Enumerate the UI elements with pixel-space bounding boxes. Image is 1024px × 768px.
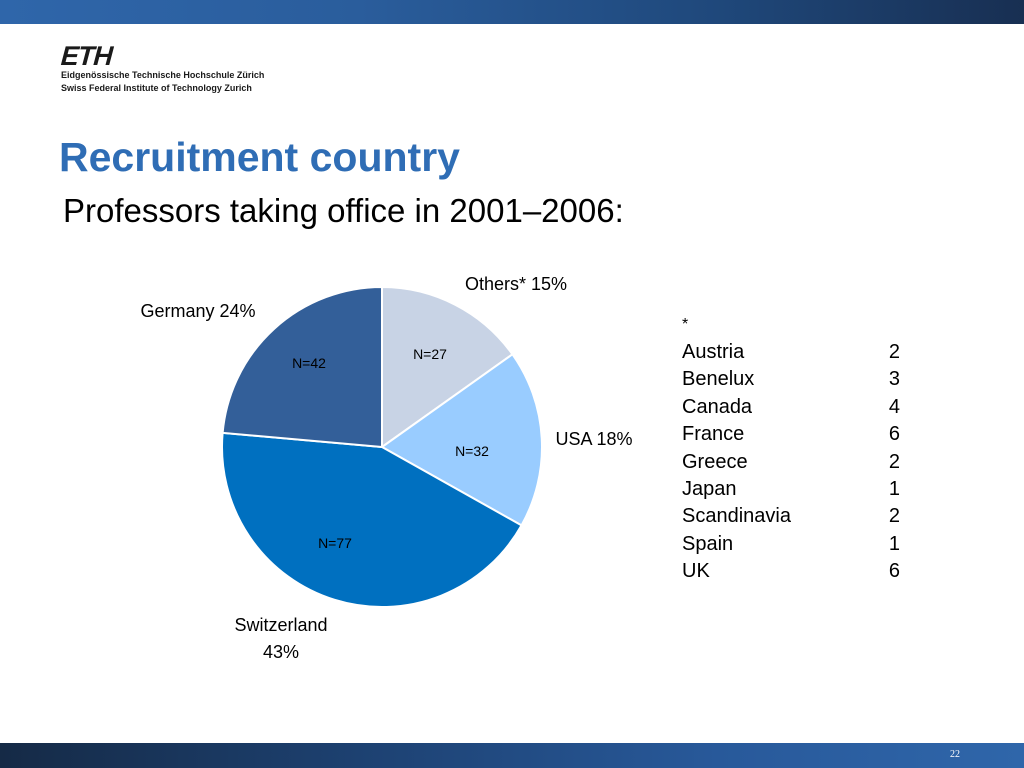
others-count: 4 xyxy=(888,395,900,418)
others-breakdown xyxy=(682,311,900,586)
others-country: Spain xyxy=(682,532,734,555)
pie-category-label: 43% xyxy=(262,642,300,662)
pie-count-label: N=42 xyxy=(292,355,326,371)
pie-count-label: N=27 xyxy=(413,346,447,362)
others-row xyxy=(682,449,900,476)
others-row xyxy=(682,558,900,585)
bottom-banner xyxy=(0,743,1024,768)
slide-subtitle: Professors taking office in 2001–2006: xyxy=(63,192,624,229)
others-footnote-marker: * xyxy=(682,316,689,333)
pie-category-label: USA 18% xyxy=(555,429,633,449)
others-row xyxy=(682,421,900,448)
pie-count-label: N=32 xyxy=(455,443,489,459)
others-country: Japan xyxy=(682,477,737,500)
others-country: UK xyxy=(682,560,710,583)
pie-count-label: N=77 xyxy=(318,535,352,551)
page-number: 22 xyxy=(950,749,960,760)
others-count: 1 xyxy=(888,477,900,500)
others-row xyxy=(682,476,900,503)
others-count: 3 xyxy=(888,368,900,391)
others-country: Greece xyxy=(682,450,748,473)
others-country: Benelux xyxy=(682,368,755,391)
others-row xyxy=(682,531,900,558)
slide-title: Recruitment country xyxy=(59,134,460,180)
others-count: 2 xyxy=(888,450,900,473)
others-row xyxy=(682,366,900,393)
others-count: 1 xyxy=(888,532,900,555)
others-count: 6 xyxy=(888,560,900,583)
eth-logo-mark: ETH xyxy=(59,41,114,71)
others-row xyxy=(682,394,900,421)
eth-logo-english-name: Swiss Federal Institute of Technology Zurich xyxy=(61,83,252,93)
pie-category-label: Switzerland xyxy=(234,615,328,635)
others-country: Canada xyxy=(682,395,753,418)
pie-category-label: Others* 15% xyxy=(464,274,568,294)
others-count: 2 xyxy=(888,341,900,363)
others-country: Scandinavia xyxy=(682,505,791,528)
others-row xyxy=(682,503,900,530)
eth-logo-german-name: Eidgenössische Technische Hochschule Zürich xyxy=(61,70,265,80)
others-country: France xyxy=(682,423,745,446)
pie-category-label: Germany 24% xyxy=(140,301,256,321)
others-row xyxy=(682,339,900,366)
others-country: Austria xyxy=(682,341,745,363)
others-count: 2 xyxy=(888,505,900,528)
pie-slices xyxy=(222,287,542,607)
others-count: 6 xyxy=(888,423,900,446)
